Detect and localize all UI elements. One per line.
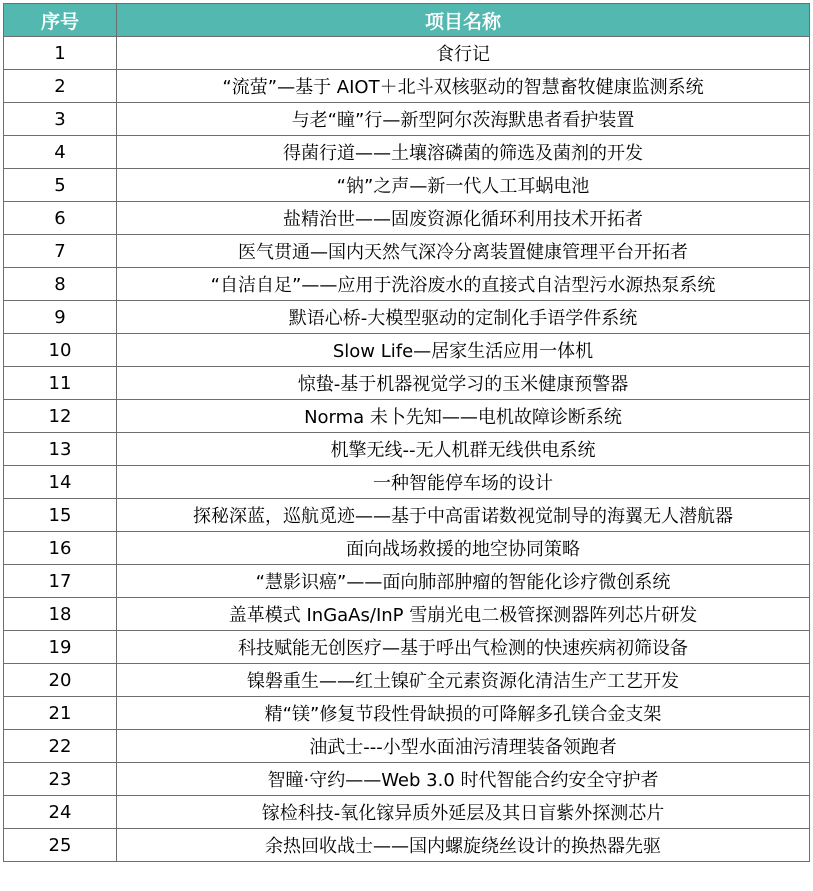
header-name: 项目名称 — [117, 4, 810, 37]
row-index: 22 — [4, 730, 117, 763]
table-row — [4, 631, 810, 664]
table-row — [4, 235, 810, 268]
row-project-name: “慧影识癌”——面向肺部肿瘤的智能化诊疗微创系统 — [117, 565, 810, 598]
row-index: 25 — [4, 829, 117, 862]
row-project-name: 余热回收战士——国内螺旋绕丝设计的换热器先驱 — [117, 829, 810, 862]
table-header — [4, 4, 810, 37]
row-project-name: 惊蛰-基于机器视觉学习的玉米健康预警器 — [117, 367, 810, 400]
table-row — [4, 433, 810, 466]
row-project-name: “自洁自足”——应用于洗浴废水的直接式自洁型污水源热泵系统 — [117, 268, 810, 301]
row-project-name: 盐精治世——固废资源化循环利用技术开拓者 — [117, 202, 810, 235]
row-project-name: “流萤”—基于 AIOT＋北斗双核驱动的智慧畜牧健康监测系统 — [117, 70, 810, 103]
row-index: 13 — [4, 433, 117, 466]
row-index: 21 — [4, 697, 117, 730]
table-row — [4, 598, 810, 631]
row-index: 20 — [4, 664, 117, 697]
table-row — [4, 169, 810, 202]
row-project-name: 探秘深蓝，巡航觅迹——基于中高雷诺数视觉制导的海翼无人潜航器 — [117, 499, 810, 532]
row-project-name: 盖革模式 InGaAs/InP 雪崩光电二极管探测器阵列芯片研发 — [117, 598, 810, 631]
row-index: 11 — [4, 367, 117, 400]
row-project-name: 机擎无线--无人机群无线供电系统 — [117, 433, 810, 466]
header-index: 序号 — [4, 4, 117, 37]
row-index: 5 — [4, 169, 117, 202]
table-row — [4, 532, 810, 565]
row-index: 7 — [4, 235, 117, 268]
row-index: 9 — [4, 301, 117, 334]
row-index: 10 — [4, 334, 117, 367]
row-project-name: 油武士---小型水面油污清理装备领跑者 — [117, 730, 810, 763]
row-index: 12 — [4, 400, 117, 433]
table-row — [4, 268, 810, 301]
row-project-name: 食行记 — [117, 37, 810, 70]
row-index: 14 — [4, 466, 117, 499]
table-row — [4, 499, 810, 532]
table-row — [4, 37, 810, 70]
row-project-name: 默语心桥-大模型驱动的定制化手语学件系统 — [117, 301, 810, 334]
table-row — [4, 829, 810, 862]
table-row — [4, 136, 810, 169]
row-project-name: “钠”之声—新一代人工耳蜗电池 — [117, 169, 810, 202]
row-project-name: 镓检科技-氧化镓异质外延层及其日盲紫外探测芯片 — [117, 796, 810, 829]
row-project-name: Norma 未卜先知——电机故障诊断系统 — [117, 400, 810, 433]
table-row — [4, 664, 810, 697]
row-index: 8 — [4, 268, 117, 301]
row-project-name: 镍磐重生——红土镍矿全元素资源化清洁生产工艺开发 — [117, 664, 810, 697]
table-row — [4, 466, 810, 499]
table-row — [4, 400, 810, 433]
table-row — [4, 301, 810, 334]
row-project-name: 精“镁”修复节段性骨缺损的可降解多孔镁合金支架 — [117, 697, 810, 730]
table-row — [4, 103, 810, 136]
row-project-name: 得菌行道——土壤溶磷菌的筛选及菌剂的开发 — [117, 136, 810, 169]
row-index: 24 — [4, 796, 117, 829]
table-row — [4, 796, 810, 829]
row-index: 4 — [4, 136, 117, 169]
header-row — [4, 4, 810, 37]
row-index: 2 — [4, 70, 117, 103]
table-row — [4, 565, 810, 598]
row-index: 6 — [4, 202, 117, 235]
row-index: 23 — [4, 763, 117, 796]
row-project-name: 医气贯通—国内天然气深冷分离装置健康管理平台开拓者 — [117, 235, 810, 268]
row-index: 19 — [4, 631, 117, 664]
table-row — [4, 367, 810, 400]
row-index: 1 — [4, 37, 117, 70]
row-project-name: 科技赋能无创医疗—基于呼出气检测的快速疾病初筛设备 — [117, 631, 810, 664]
row-index: 3 — [4, 103, 117, 136]
row-project-name: 智瞳·守约——Web 3.0 时代智能合约安全守护者 — [117, 763, 810, 796]
row-project-name: 一种智能停车场的设计 — [117, 466, 810, 499]
row-project-name: 面向战场救援的地空协同策略 — [117, 532, 810, 565]
project-table — [3, 3, 810, 862]
table-row — [4, 763, 810, 796]
row-index: 17 — [4, 565, 117, 598]
table-row — [4, 730, 810, 763]
row-index: 15 — [4, 499, 117, 532]
row-project-name: 与老“瞳”行—新型阿尔茨海默患者看护装置 — [117, 103, 810, 136]
table-row — [4, 697, 810, 730]
table-row — [4, 70, 810, 103]
table-body — [4, 37, 810, 862]
row-index: 18 — [4, 598, 117, 631]
row-index: 16 — [4, 532, 117, 565]
table-row — [4, 334, 810, 367]
table-row — [4, 202, 810, 235]
row-project-name: Slow Life—居家生活应用一体机 — [117, 334, 810, 367]
